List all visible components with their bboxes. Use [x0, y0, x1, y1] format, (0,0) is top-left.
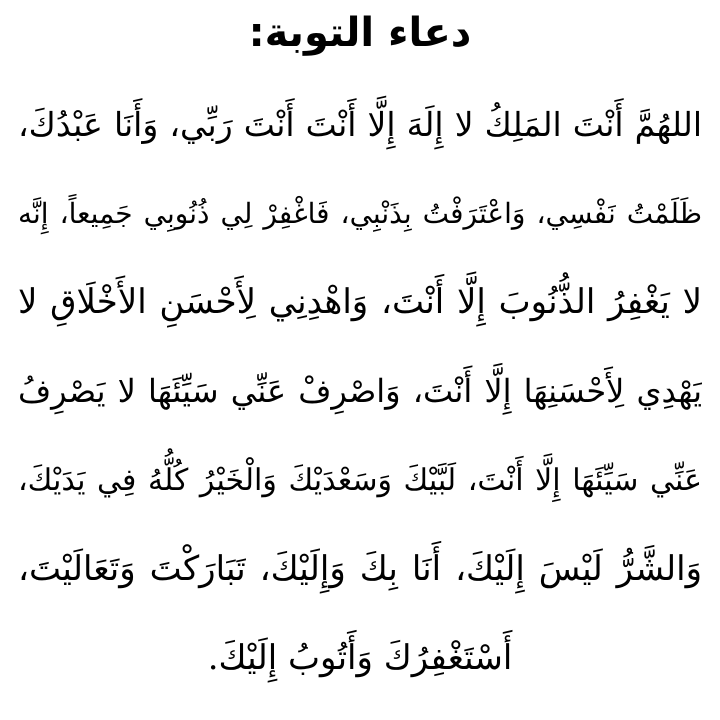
prayer-text [18, 80, 702, 703]
page-title: دعاء التوبة: [248, 10, 472, 56]
text-line-2: ظَلَمْتُ نَفْسِي، وَاعْتَرَفْتُ بِذَنْبِي، فَاغْفِرْ لِي ذُنُوبِي جَمِيعاً، إِنَّه [18, 197, 702, 230]
text-line-1: اللهُمَّ أَنْتَ المَلِكُ لا إِلَهَ إِلَّا أَنْتَ أَنْتَ رَبِّي، وَأَنَا عَبْدُكَ، [18, 105, 702, 144]
text-line-4: يَهْدِي لِأَحْسَنِهَا إِلَّا أَنْتَ، وَاصْرِفْ عَنِّي سَيِّئَهَا لا يَصْرِفُ [18, 372, 702, 410]
text-line-6: وَالشَّرُّ لَيْسَ إِلَيْكَ، أَنَا بِكَ وَإِلَيْكَ، تَبَارَكْتَ وَتَعَالَيْتَ، [18, 549, 702, 589]
text-line-7: أَسْتَغْفِرُكَ وَأَتُوبُ إِلَيْكَ. [207, 638, 513, 678]
text-line-5: عَنِّي سَيِّئَهَا إِلَّا أَنْتَ، لَبَّيْكَ وَسَعْدَيْكَ وَالْخَيْرُ كُلُّهُ فِي يَدَيْكَ، [18, 463, 702, 498]
text-line-3: لا يَغْفِرُ الذُّنُوبَ إِلَّا أَنْتَ، وَاهْدِنِي لِأَحْسَنِ الأَخْلَاقِ لا [18, 282, 702, 322]
